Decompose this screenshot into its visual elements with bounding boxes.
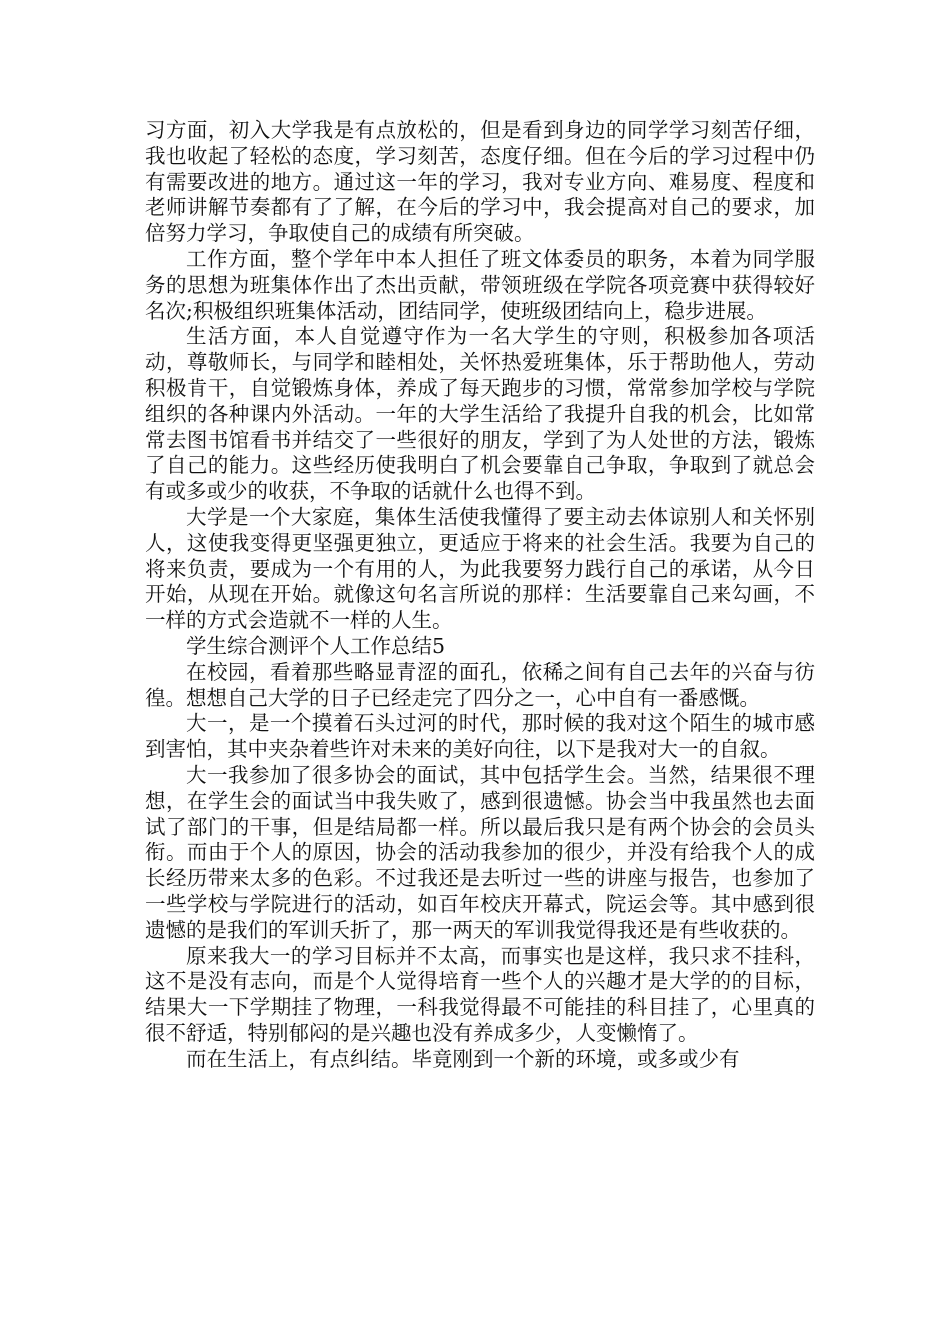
paragraph-work: 工作方面，整个学年中本人担任了班文体委员的职务，本着为同学服务的思想为班集体作出了杰出贡献，带领班级在学院各项竞赛中获得较好名次;积极组织班集体活动，团结同学，使班级团结向上，稳步进展。 [145, 246, 815, 323]
paragraph-study: 习方面，初入大学我是有点放松的，但是看到身边的同学学习刻苦仔细，我也收起了轻松的态度，学习刻苦，态度仔细。但在今后的学习过程中仍有需要改进的地方。通过这一年的学习，我对专业方向、难易度、程度和老师讲解节奏都有了了解，在今后的学习中，我会提高对自己的要求，加倍努力学习，争取使自己的成绩有所突破。 [145, 118, 815, 246]
document-body [145, 118, 815, 1072]
paragraph-life: 生活方面，本人自觉遵守作为一名大学生的守则，积极参加各项活动，尊敬师长，与同学和睦相处，关怀热爱班集体，乐于帮助他人，劳动积极肯干，自觉锻炼身体，养成了每天跑步的习惯，常常参加学校与学院组织的各种课内外活动。一年的大学生活给了我提升自我的机会，比如常常去图书馆看书并结交了一些很好的朋友，学到了为人处世的方法，锻炼了自己的能力。这些经历使我明白了机会要靠自己争取，争取到了就总会有或多或少的收获，不争取的话就什么也得不到。 [145, 324, 815, 504]
section-heading: 学生综合测评个人工作总结5 [186, 633, 446, 658]
paragraph-family: 大学是一个大家庭，集体生活使我懂得了要主动去体谅别人和关怀别人，这使我变得更坚强更独立，更适应于将来的社会生活。我要为自己的将来负责，要成为一个有用的人，为此我要努力践行自己的承诺，从今日开始，从现在开始。就像这句名言所说的那样：生活要靠自己来勾画，不一样的方式会造就不一样的人生。 [145, 504, 815, 633]
paragraph-associations: 大一我参加了很多协会的面试，其中包括学生会。当然，结果很不理想，在学生会的面试当中我失败了，感到很遗憾。协会当中我虽然也去面试了部门的干事，但是结局都一样。所以最后我只是有两个协会的会员头衔。而由于个人的原因，协会的活动我参加的很少，并没有给我个人的成长经历带来太多的色彩。不过我还是去听过一些的讲座与报告，也参加了一些学校与学院进行的活动，如百年校庆开幕式，院运会等。其中感到很遗憾的是我们的军训夭折了，那一两天的军训我觉得我还是有些收获的。 [145, 762, 815, 942]
paragraph-freshman: 大一，是一个摸着石头过河的时代，那时候的我对这个陌生的城市感到害怕，其中夹杂着些许对未来的美好向往，以下是我对大一的自叙。 [145, 711, 815, 762]
paragraph-campus: 在校园，看着那些略显青涩的面孔，依稀之间有自己去年的兴奋与彷徨。想想自己大学的日子已经走完了四分之一，心中自有一番感慨。 [145, 659, 815, 710]
paragraph-study-goals: 原来我大一的学习目标并不太高，而事实也是这样，我只求不挂科，这不是没有志向，而是个人觉得培育一些个人的兴趣才是大学的的目标，结果大一下学期挂了物理，一科我觉得最不可能挂的科目挂了，心里真的很不舒适，特别郁闷的是兴趣也没有养成多少，人变懒惰了。 [145, 943, 815, 1045]
paragraph-life-tangled: 而在生活上，有点纠结。毕竟刚到一个新的环境，或多或少有 [186, 1046, 740, 1071]
